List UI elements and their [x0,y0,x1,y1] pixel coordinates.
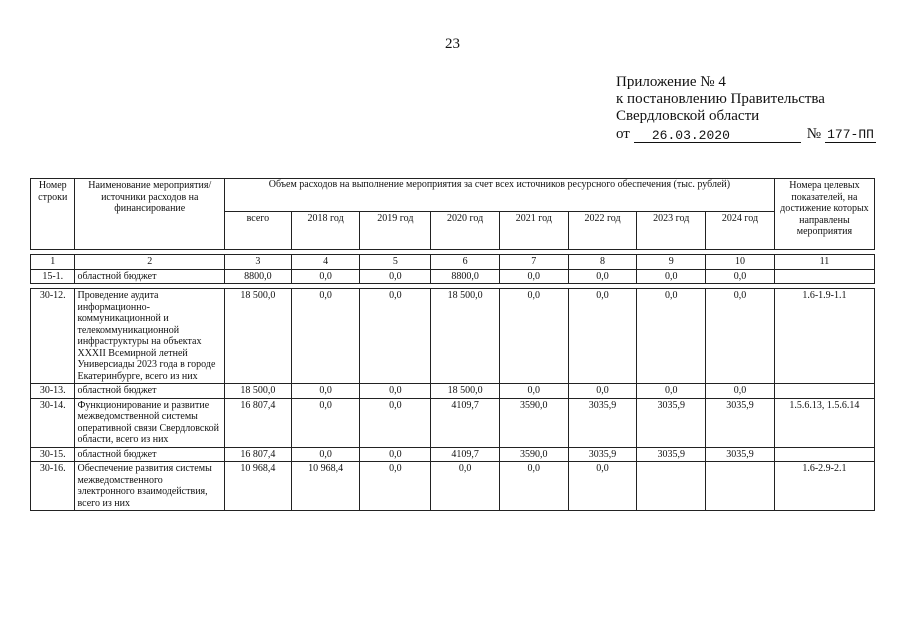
cell-y2020: 18 500,0 [431,384,500,399]
column-number: 4 [291,255,360,270]
cell-name: Обеспечение развития системы межведомственного электронного взаимодействия, всего из них [75,462,225,511]
table-row [31,447,875,462]
column-number: 9 [637,255,706,270]
cell-y2021: 3590,0 [499,447,568,462]
cell-y2024: 0,0 [706,289,775,384]
header-name: Наименование мероприятия/ источники расходов на финансирование [75,179,225,250]
cell-no: 30-16. [31,462,75,511]
cell-total: 18 500,0 [225,384,292,399]
cell-y2019: 0,0 [360,462,431,511]
cell-y2020: 4109,7 [431,398,500,447]
column-number: 8 [568,255,637,270]
header-total: всего [225,211,292,249]
cell-total: 16 807,4 [225,398,292,447]
cell-no: 15-1. [31,269,75,284]
cell-y2022: 0,0 [568,289,637,384]
cell-y2018: 0,0 [291,289,360,384]
cell-ind [774,269,874,284]
cell-y2024: 3035,9 [706,398,775,447]
column-number: 1 [31,255,75,270]
cell-name: Проведение аудита информационно-коммуникационной и телекоммуникационной инфраструктуры на объектах XXXII Всемирной летней Универсиады 2023 года в городе Екатеринбурге, всего из них [75,289,225,384]
appendix-title: Приложение № 4 [616,74,726,90]
column-number: 6 [431,255,500,270]
cell-name: Функционирование и развитие межведомственной системы оперативной связи Свердловской области, всего из них [75,398,225,447]
header-2019: 2019 год [360,211,431,249]
table-row [31,462,875,511]
header-2023: 2023 год [637,211,706,249]
cell-ind: 1.5.6.13, 1.5.6.14 [774,398,874,447]
cell-total: 18 500,0 [225,289,292,384]
cell-total: 10 968,4 [225,462,292,511]
cell-no: 30-14. [31,398,75,447]
cell-y2020: 8800,0 [431,269,500,284]
cell-ind [774,384,874,399]
column-number: 11 [774,255,874,270]
from-label: от [616,126,630,142]
cell-ind: 1.6-1.9-1.1 [774,289,874,384]
cell-y2023: 3035,9 [637,447,706,462]
cell-y2018: 0,0 [291,384,360,399]
cell-y2023: 0,0 [637,384,706,399]
appendix-line-2: к постановлению Правительства [616,91,825,107]
header-2022: 2022 год [568,211,637,249]
cell-total: 8800,0 [225,269,292,284]
cell-y2019: 0,0 [360,447,431,462]
cell-name: областной бюджет [75,447,225,462]
cell-y2022: 0,0 [568,384,637,399]
appendix-line-3: Свердловской области [616,108,760,124]
cell-y2020: 18 500,0 [431,289,500,384]
column-number: 2 [75,255,225,270]
cell-y2023 [637,462,706,511]
cell-total: 16 807,4 [225,447,292,462]
header-2024: 2024 год [706,211,775,249]
column-number: 7 [499,255,568,270]
number-label: № [806,126,822,142]
resolution-reference [616,126,876,143]
cell-y2018: 0,0 [291,447,360,462]
cell-no: 30-13. [31,384,75,399]
header-row-number: Номер строки [31,179,75,250]
cell-y2022: 3035,9 [568,447,637,462]
cell-y2019: 0,0 [360,398,431,447]
cell-y2022: 3035,9 [568,398,637,447]
cell-y2021: 3590,0 [499,398,568,447]
header-2020: 2020 год [431,211,500,249]
column-number: 5 [360,255,431,270]
cell-y2022: 0,0 [568,269,637,284]
table-header [31,179,875,270]
table-row [31,289,875,384]
table-row [31,269,875,284]
cell-y2020: 0,0 [431,462,500,511]
cell-y2023: 3035,9 [637,398,706,447]
cell-no: 30-12. [31,289,75,384]
column-number: 10 [706,255,775,270]
cell-y2021: 0,0 [499,269,568,284]
cell-y2023: 0,0 [637,289,706,384]
cell-y2018: 0,0 [291,398,360,447]
cell-y2019: 0,0 [360,289,431,384]
cell-y2018: 10 968,4 [291,462,360,511]
cell-y2024 [706,462,775,511]
column-number: 3 [225,255,292,270]
cell-y2021: 0,0 [499,289,568,384]
header-2021: 2021 год [499,211,568,249]
cell-ind: 1.6-2.9-2.1 [774,462,874,511]
table-body [31,269,875,511]
cell-y2022: 0,0 [568,462,637,511]
cell-y2024: 0,0 [706,384,775,399]
cell-y2021: 0,0 [499,462,568,511]
cell-name: областной бюджет [75,384,225,399]
cell-y2019: 0,0 [360,269,431,284]
cell-y2023: 0,0 [637,269,706,284]
cell-ind [774,447,874,462]
expenses-table [30,178,875,511]
cell-y2019: 0,0 [360,384,431,399]
cell-y2024: 0,0 [706,269,775,284]
cell-y2024: 3035,9 [706,447,775,462]
appendix-block [616,74,876,143]
table-row [31,384,875,399]
cell-y2020: 4109,7 [431,447,500,462]
resolution-date: 26.03.2020 [634,128,801,143]
cell-y2018: 0,0 [291,269,360,284]
header-expenses-group: Объем расходов на выполнение мероприятия за счет всех источников ресурсного обеспечения (тыс. рублей) [225,179,775,212]
cell-name: областной бюджет [75,269,225,284]
page-number: 23 [445,36,460,52]
resolution-number: 177-ПП [825,127,876,143]
header-2018: 2018 год [291,211,360,249]
table-row [31,398,875,447]
column-number-row [31,255,875,270]
cell-no: 30-15. [31,447,75,462]
cell-y2021: 0,0 [499,384,568,399]
header-indicators: Номера целевых показателей, на достижение которых направлены мероприятия [774,179,874,250]
